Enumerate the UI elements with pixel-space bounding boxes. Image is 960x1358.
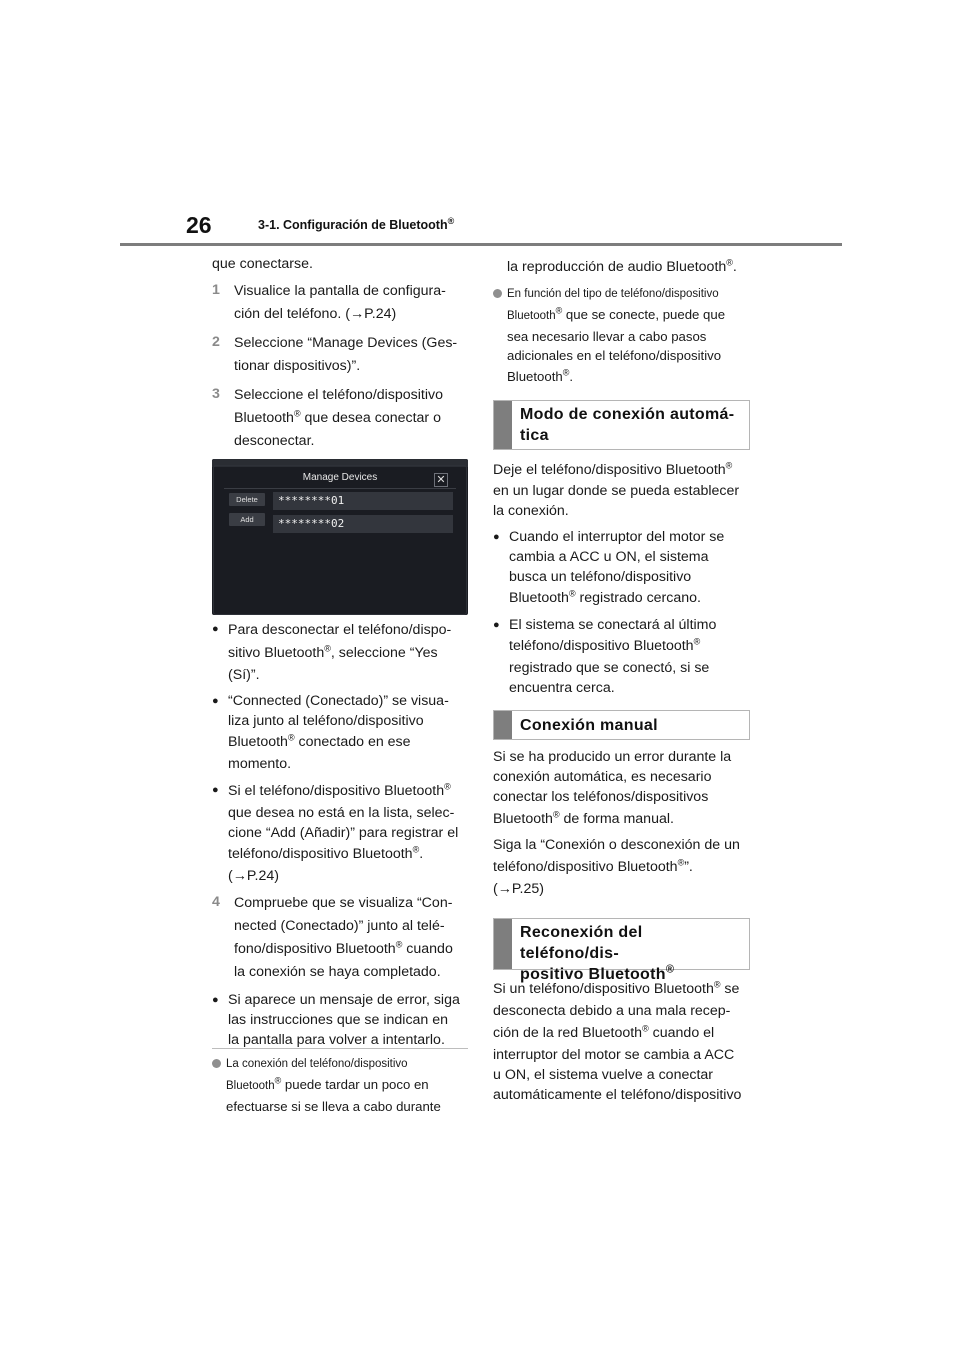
note-bullet-icon bbox=[212, 1059, 221, 1068]
bullet-connected: ● “Connected (Conectado)” se visua- liza junto al teléfono/dispositivo Bluetooth® conectado en ese momento. bbox=[212, 693, 449, 772]
step-3: 3 Seleccione el teléfono/dispositivo Bluetooth® que desea conectar o desconectar. bbox=[212, 386, 444, 449]
right-column-reconnect bbox=[493, 978, 755, 1105]
para-manual: Si se ha producido un error durante la conexión automática, es necesario conectar los teléfonos/dispositivos Bluetooth® de forma manual. bbox=[493, 749, 732, 827]
note-additional-steps: En función del tipo de teléfono/dispositivo Bluetooth® que se conecte, puede que sea necesario llevar a cabo pasos adicionales en el teléfono/dispositivo Bluetooth®. bbox=[493, 285, 755, 389]
close-icon[interactable]: ✕ bbox=[434, 473, 448, 487]
heading-tab bbox=[494, 711, 512, 739]
bullet-last-connected: ● El sistema se conectará al último teléfono/dispositivo Bluetooth® registrado que se conectó, si se encuentra cerca. bbox=[493, 617, 717, 696]
section-title: 3-1. Configuración de Bluetooth® bbox=[258, 215, 455, 232]
intro-text: que conectarse. bbox=[212, 256, 313, 272]
device-row-1[interactable]: ********01 bbox=[273, 492, 453, 510]
para-follow: Siga la “Conexión o desconexión de un teléfono/dispositivo Bluetooth®”. (→P.25) bbox=[493, 837, 740, 897]
bullet-search: ● Cuando el interruptor del motor se cambia a ACC u ON, el sistema busca un teléfono/dispositivo Bluetooth® registrado cercano. bbox=[493, 529, 725, 606]
step-1: 1 Visualice la pantalla de configura- ción del teléfono. (→P.24) bbox=[212, 282, 446, 322]
device-row-2[interactable]: ********02 bbox=[273, 515, 453, 533]
screen-title: Manage Devices bbox=[302, 472, 378, 483]
note-bullet-icon bbox=[493, 289, 502, 298]
note-delay: La conexión del teléfono/dispositivo Bluetooth® puede tardar un poco en efectuarse si se lleva a cabo durante bbox=[212, 1055, 470, 1116]
right-column-mid bbox=[493, 459, 755, 698]
step-number: 1 bbox=[212, 282, 220, 298]
note-separator bbox=[212, 1048, 468, 1049]
bullet-disconnect: ● Para desconectar el teléfono/dispo- sitivo Bluetooth®, seleccione “Yes (Sí)”. bbox=[212, 622, 452, 683]
right-column bbox=[493, 256, 755, 389]
heading-manual-connection: Conexión manual bbox=[493, 710, 750, 740]
para-auto: Deje el teléfono/dispositivo Bluetooth® en un lugar donde se pueda establecer la conexión. bbox=[493, 460, 740, 519]
bullet-error: ● Si aparece un mensaje de error, siga las instrucciones que se indican en la pantalla para volver a intentarlo. bbox=[212, 992, 460, 1048]
bullet-add: ● Si el teléfono/dispositivo Bluetooth® que desea no está en la lista, selec- cione “Add (Añadir)” para registrar el teléfono/dispositivo Bluetooth®. (→P.24) bbox=[212, 781, 459, 884]
para-reconnect: Si un teléfono/dispositivo Bluetooth® se desconecta debido a una mala recep- ción de la red Bluetooth® cuando el interruptor del motor se cambia a ACC u ON, el sistema vuelve a conectar automáticamente el teléfono/dispositivo bbox=[493, 979, 742, 1103]
step-number: 4 bbox=[212, 894, 220, 910]
heading-reconnection: Reconexión del teléfono/dis- positivo Bluetooth® bbox=[493, 918, 750, 970]
left-column-lower bbox=[212, 619, 470, 1050]
heading-tab bbox=[494, 401, 512, 449]
step-number: 3 bbox=[212, 386, 220, 402]
left-column bbox=[212, 254, 470, 453]
page-number: 26 bbox=[186, 212, 212, 238]
step-number: 2 bbox=[212, 334, 220, 350]
header-rule bbox=[120, 243, 842, 246]
add-button[interactable]: Add bbox=[229, 513, 265, 526]
step-2: 2 Seleccione “Manage Devices (Ges- tionar dispositivos)”. bbox=[212, 334, 458, 374]
manage-devices-screenshot bbox=[212, 459, 468, 615]
heading-auto-connection: Modo de conexión automá- tica bbox=[493, 400, 750, 450]
step-4: 4 Compruebe que se visualiza “Con- nected (Conectado)” junto al telé- fono/dispositivo Bluetooth® cuando la conexión se haya completado. bbox=[212, 894, 453, 980]
continued-text: la reproducción de audio Bluetooth®. bbox=[507, 257, 737, 275]
heading-tab bbox=[494, 919, 512, 969]
title-divider bbox=[224, 488, 456, 489]
right-column-manual bbox=[493, 747, 755, 899]
delete-button[interactable]: Delete bbox=[229, 493, 265, 506]
